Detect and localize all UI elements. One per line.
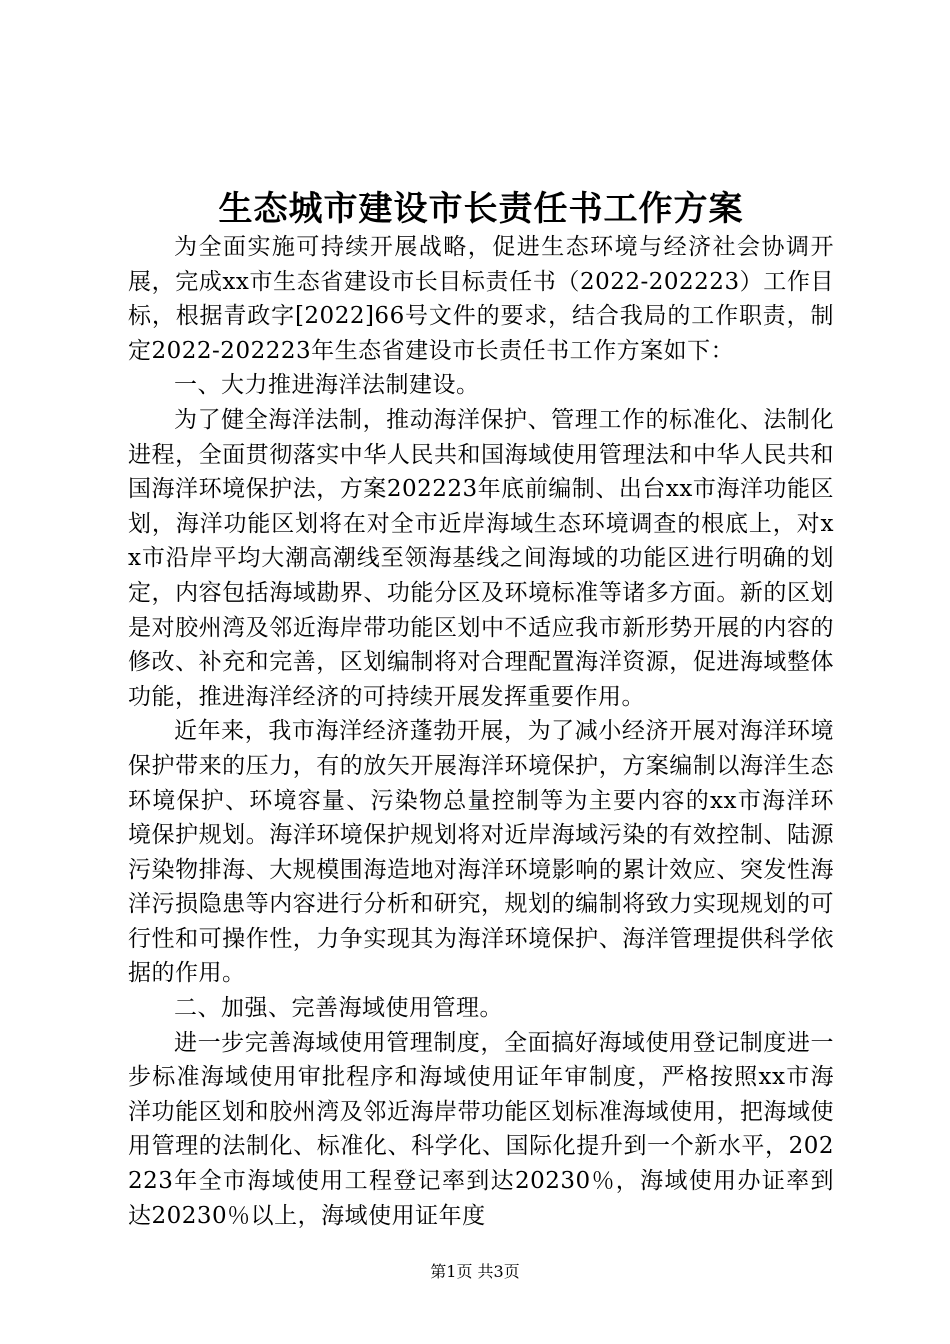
paragraph-marine-law: 为了健全海洋法制，推动海洋保护、管理工作的标准化、法制化进程，全面贯彻落实中华人民共和国海域使用管理法和中华人民共和国海洋环境保护法，方案202223年底前编制、出台xx市海洋功能区划，海洋功能区划将在对全市近岸海域生态环境调查的根底上，对xx市沿岸平均大潮高潮线至领海基线之间海域的功能区进行明确的划定，内容包括海域勘界、功能分区及环境标准等诸多方面。新的区划是对胶州湾及邻近海岸带功能区划中不适应我市新形势开展的内容的修改、补充和完善，区划编制将对合理配置海洋资源，促进海域整体功能，推进海洋经济的可持续开展发挥重要作用。 [128, 406, 834, 710]
paragraph-sea-use: 进一步完善海域使用管理制度，全面搞好海域使用登记制度进一步标准海域使用审批程序和海域使用证年审制度，严格按照xx市海洋功能区划和胶州湾及邻近海岸带功能区划标准海域使用，把海域使用管理的法制化、标准化、科学化、国际化提升到一个新水平，202223年全市海域使用工程登记率到达20230％，海域使用办证率到达20230％以上，海域使用证年度 [128, 1029, 834, 1229]
paragraph-intro: 为全面实施可持续开展战略，促进生态环境与经济社会协调开展，完成xx市生态省建设市长目标责任书（2022-202223）工作目标，根据青政字[2022]66号文件的要求，结合我局的工作职责，制定2022-202223年生态省建设市长责任书工作方案如下： [128, 234, 834, 364]
document-body [128, 230, 834, 1233]
section-heading-1: 一、大力推进海洋法制建设。 [174, 372, 480, 399]
section-heading-2: 二、加强、完善海域使用管理。 [174, 995, 503, 1022]
paragraph-marine-protection: 近年来，我市海洋经济蓬勃开展，为了减小经济开展对海洋环境保护带来的压力，有的放矢开展海洋环境保护，方案编制以海洋生态环境保护、环境容量、污染物总量控制等为主要内容的xx市海洋环境保护规划。海洋环境保护规划将对近岸海域污染的有效控制、陆源污染物排海、大规模围海造地对海洋环境影响的累计效应、突发性海洋污损隐患等内容进行分析和研究，规划的编制将致力实现规划的可行性和可操作性，力争实现其为海洋环境保护、海洋管理提供科学依据的作用。 [128, 718, 834, 987]
document-title: 生态城市建设市长责任书工作方案 [218, 189, 744, 229]
page-footer: 第1页 共3页 [430, 1262, 520, 1281]
